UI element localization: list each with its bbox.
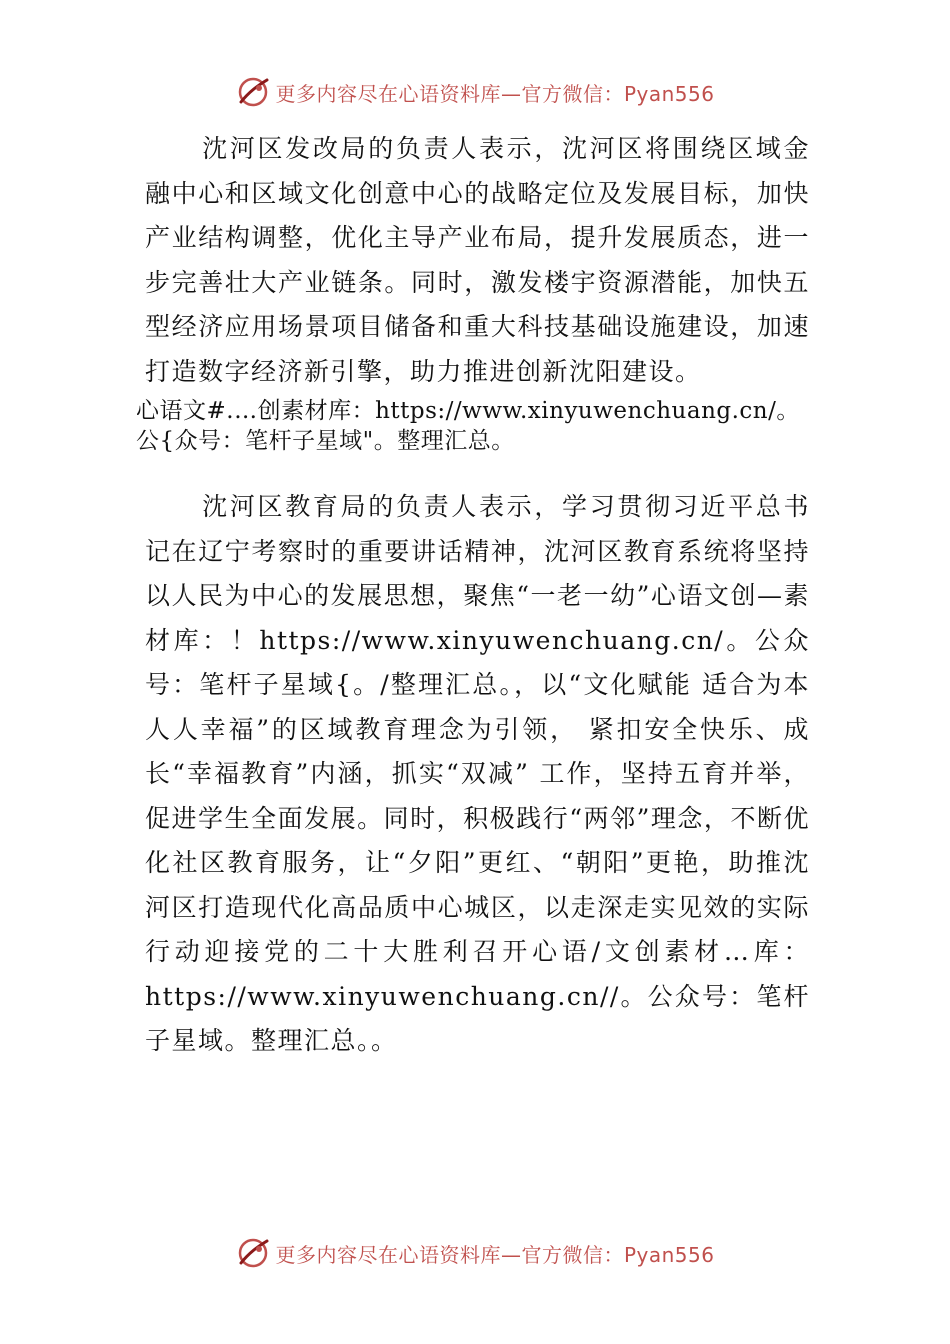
header-watermark	[0, 72, 950, 112]
footer-watermark	[0, 1233, 950, 1273]
paragraph-text: 沈河区教育局的负责人表示，学习贯彻习近平总书记在辽宁考察时的重要讲话精神，沈河区教育系统将坚持以人民为中心的发展思想，聚焦“一老一幼”心语文创—素材库：！https://www.xinyuwenchuang.cn/。公众号：笔杆子星域{。/整理汇总。，以“文化赋能 适合为本 人人幸福”的区域教育理念为引领， 紧扣安全快乐、成长“幸福教育”内涵，抓实“双减” 工作，坚持五育并举，促进学生全面发展。同时，积极践行“两邻”理念，不断优化社区教育服务，让“夕阳”更红、“朝阳”更艳，助推沈河区打造现代化高品质中心城区，以走深走实见效的实际行动迎接党的二十大胜利召开心语/文创素材…库：https://www.xinyuwenchuang.cn//。公众号：笔杆子星域。整理汇总。。	[145, 492, 810, 1055]
watermark-text: 更多内容尽在心语资料库—官方微信：Pyan556	[275, 81, 715, 106]
source-note: 心语文#.…创素材库：https://www.xinyuwenchuang.cn/。公{众号：笔杆子星域"。整理汇总。	[136, 398, 800, 454]
body-paragraph-2	[145, 485, 810, 1064]
body-paragraph-1	[145, 127, 810, 394]
paragraph-text: 沈河区发改局的负责人表示，沈河区将围绕区域金融中心和区域文化创意中心的战略定位及发展目标，加快产业结构调整，优化主导产业布局，提升发展质态，进一步完善壮大产业链条。同时，激发楼宇资源潜能，加快五型经济应用场景项目储备和重大科技基础设施建设，加速打造数字经济新引擎，助力推进创新沈阳建设。	[145, 134, 810, 386]
logo-icon	[235, 74, 271, 110]
watermark-text: 更多内容尽在心语资料库—官方微信：Pyan556	[275, 1242, 715, 1267]
logo-icon	[235, 1235, 271, 1271]
